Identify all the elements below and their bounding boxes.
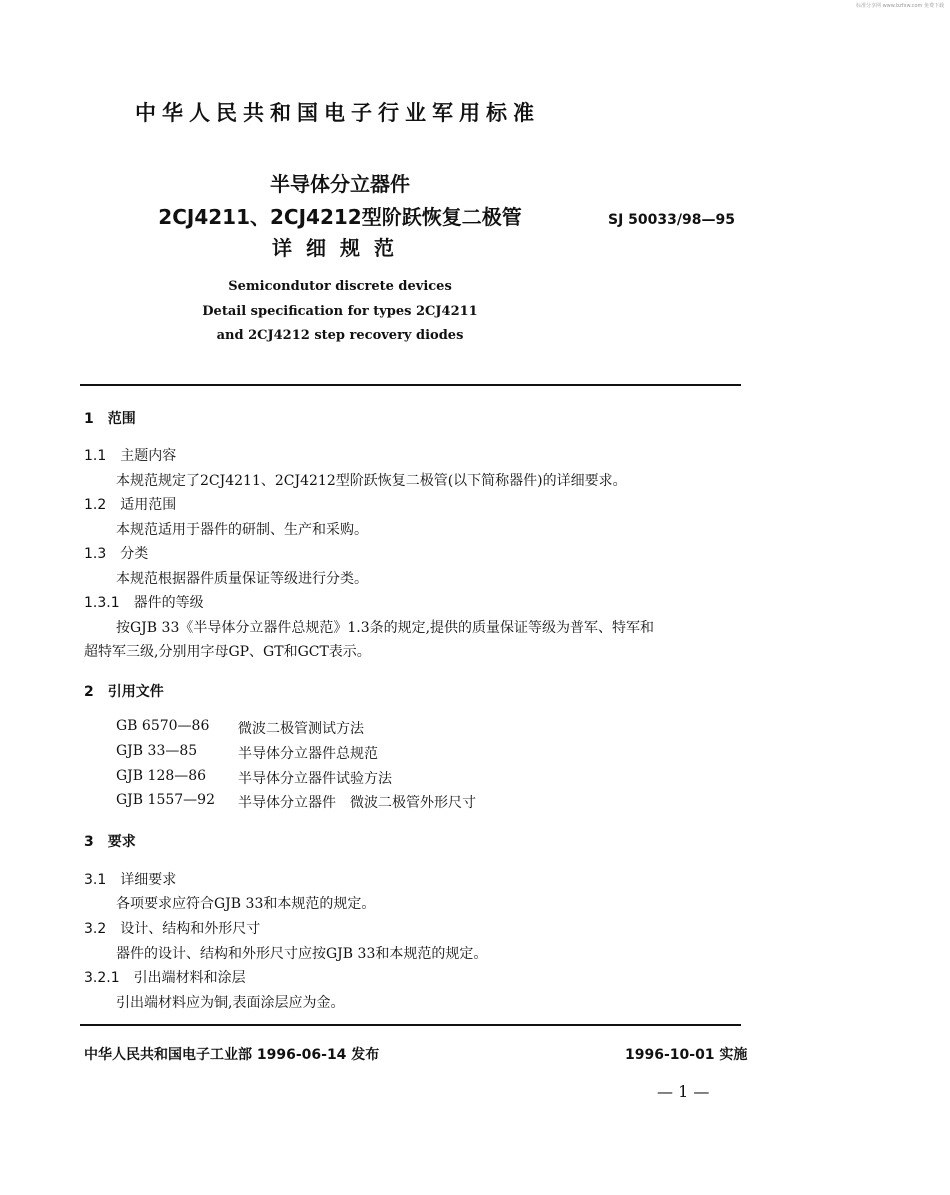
section-1-3-1-text-2: 超特军三级,分别用字母GP、GT和GCT表示。 xyxy=(84,644,371,660)
section-1-3-1-text-1: 按GJB 33《半导体分立器件总规范》1.3条的规定,提供的质量保证等级为普军、特军和 xyxy=(116,620,655,636)
bottom-divider xyxy=(80,1024,741,1026)
section-3-2-heading: 3.2 设计、结构和外形尺寸 xyxy=(84,921,261,937)
standard-header: 中华人民共和国电子行业军用标准 xyxy=(135,101,540,125)
reference-code: GB 6570—86 xyxy=(116,718,210,734)
section-3-2-1-text: 引出端材料应为铜,表面涂层应为金。 xyxy=(116,995,345,1011)
section-2-heading: 2 引用文件 xyxy=(84,684,164,700)
reference-code: GJB 128—86 xyxy=(116,768,207,784)
english-title-line-3: and 2CJ4212 step recovery diodes xyxy=(216,328,464,343)
english-title-line-1: Semicondutor discrete devices xyxy=(228,279,452,294)
effective-date: 1996-10-01 实施 xyxy=(625,1047,748,1063)
reference-title: 半导体分立器件总规范 xyxy=(238,746,378,762)
section-1-2-text: 本规范适用于器件的研制、生产和采购。 xyxy=(116,522,368,538)
section-1-2-heading: 1.2 适用范围 xyxy=(84,497,177,513)
reference-code: GJB 1557—92 xyxy=(116,792,215,808)
reference-code: GJB 33—85 xyxy=(116,743,198,759)
english-title-line-2: Detail specification for types 2CJ4211 xyxy=(202,304,478,319)
section-1-1-text: 本规范规定了2CJ4211、2CJ4212型阶跃恢复二极管(以下简称器件)的详细要求。 xyxy=(116,473,627,489)
section-3-heading: 3 要求 xyxy=(84,834,136,850)
top-divider xyxy=(80,384,741,386)
section-1-3-1-heading: 1.3.1 器件的等级 xyxy=(84,595,204,611)
issue-date: 中华人民共和国电子工业部 1996-06-14 发布 xyxy=(84,1047,380,1063)
standard-code: SJ 50033/98—95 xyxy=(608,212,735,228)
reference-title: 半导体分立器件 微波二极管外形尺寸 xyxy=(238,795,476,811)
watermark-stamp: 标准分享网 www.bzfxw.com 免费下载 xyxy=(856,3,944,9)
section-1-3-heading: 1.3 分类 xyxy=(84,546,149,562)
section-1-heading: 1 范围 xyxy=(84,411,136,427)
title-line-3: 详细规范 xyxy=(272,236,408,260)
section-1-3-text: 本规范根据器件质量保证等级进行分类。 xyxy=(116,571,368,587)
section-3-1-text: 各项要求应符合GJB 33和本规范的规定。 xyxy=(116,896,376,912)
page-number: — 1 — xyxy=(657,1082,710,1101)
section-3-2-text: 器件的设计、结构和外形尺寸应按GJB 33和本规范的规定。 xyxy=(116,946,488,962)
reference-title: 微波二极管测试方法 xyxy=(238,721,364,737)
section-3-2-1-heading: 3.2.1 引出端材料和涂层 xyxy=(84,970,246,986)
title-line-1: 半导体分立器件 xyxy=(270,172,410,196)
section-3-1-heading: 3.1 详细要求 xyxy=(84,872,177,888)
section-1-1-heading: 1.1 主题内容 xyxy=(84,448,177,464)
reference-title: 半导体分立器件试验方法 xyxy=(238,771,392,787)
title-line-2: 2CJ4211、2CJ4212型阶跃恢复二极管 xyxy=(158,205,522,229)
